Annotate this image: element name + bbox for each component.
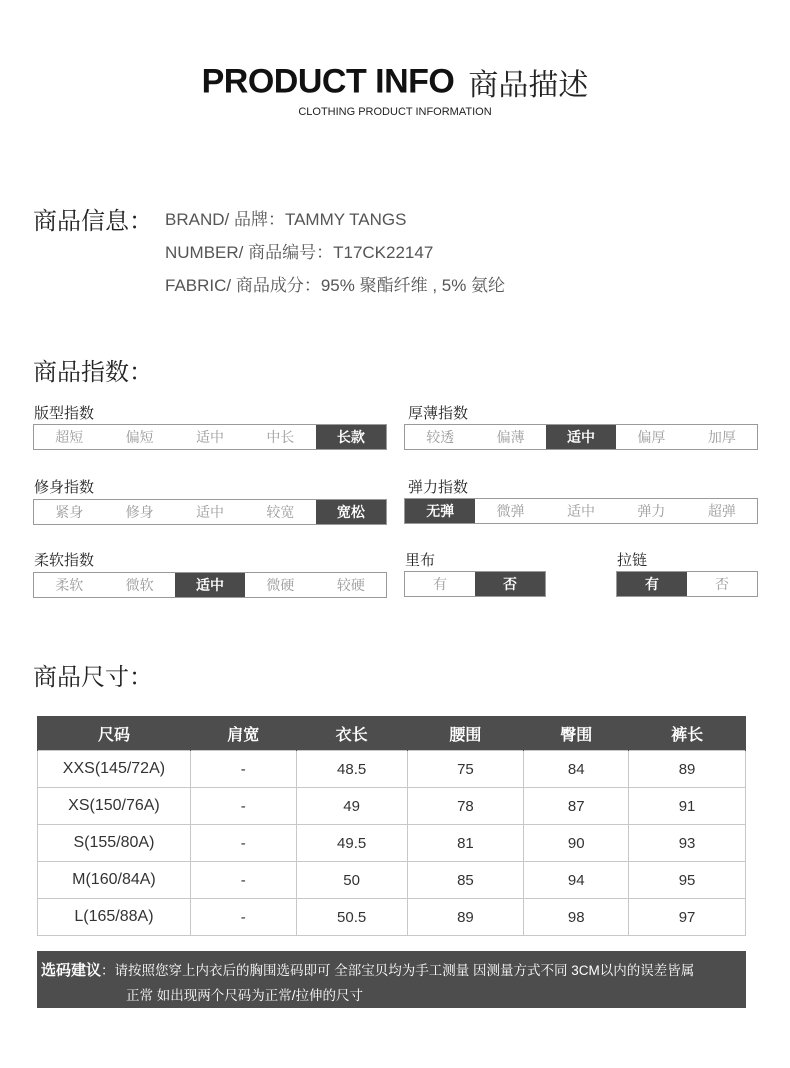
table-row [38,899,746,936]
index-scale-fit [33,424,387,450]
header-shoulder: 肩宽 [190,716,296,751]
index-label-thickness: 厚薄指数 [408,405,469,422]
cell-size: XS(150/76A) [38,788,191,825]
header-pants-length: 裤长 [629,716,746,751]
scale-option: 偏短 [125,429,154,445]
cell-length: 49 [296,788,407,825]
cell-hip: 84 [524,751,629,788]
scale-option: 较透 [426,429,455,445]
table-row [38,751,746,788]
header-waist: 腰围 [407,716,524,751]
cell-size: L(165/88A) [38,899,191,936]
cell-pants-length: 91 [629,788,746,825]
index-scale-lining [404,571,546,597]
cell-pants-length: 97 [629,899,746,936]
scale-option: 较宽 [266,504,295,520]
suggestion-label: 选码建议 [41,962,102,979]
info-section-title: 商品信息： [33,208,153,235]
cell-shoulder: - [190,751,296,788]
scale-option-selected: 无弹 [405,499,475,523]
table-row [38,825,746,862]
cell-pants-length: 89 [629,751,746,788]
table-row [38,862,746,899]
page-title [0,60,790,104]
scale-option: 否 [715,576,729,592]
cell-pants-length: 93 [629,825,746,862]
cell-waist: 89 [407,899,524,936]
cell-waist: 75 [407,751,524,788]
cell-shoulder: - [190,788,296,825]
scale-option-selected: 长款 [316,425,386,449]
size-table-header [38,716,746,751]
scale-option-selected: 适中 [175,573,245,597]
info-brand: BRAND/ 品牌：TAMMY TANGS [165,210,407,229]
scale-option-selected: 有 [617,572,687,596]
cell-size: XXS(145/72A) [38,751,191,788]
cell-shoulder: - [190,862,296,899]
cell-length: 50.5 [296,899,407,936]
info-fabric: FABRIC/ 商品成分：95% 聚酯纤维 , 5% 氨纶 [165,276,506,295]
scale-option: 微软 [125,577,154,593]
header-hip: 臀围 [524,716,629,751]
index-label-fit: 版型指数 [34,405,95,422]
scale-option: 柔软 [55,577,84,593]
title-en: PRODUCT INFO [201,62,455,101]
cell-hip: 87 [524,788,629,825]
scale-option: 有 [433,576,447,592]
size-table [37,716,746,936]
cell-length: 48.5 [296,751,407,788]
scale-option: 适中 [196,504,225,520]
size-section-title: 商品尺寸： [33,664,153,691]
cell-size: M(160/84A) [38,862,191,899]
scale-option: 紧身 [55,504,84,520]
cell-hip: 98 [524,899,629,936]
index-scale-softness [33,572,387,598]
scale-option: 微硬 [266,577,295,593]
scale-option: 超短 [55,429,84,445]
header-length: 衣长 [296,716,407,751]
index-label-slim: 修身指数 [34,479,95,496]
index-label-lining: 里布 [405,552,436,569]
index-scale-thickness [404,424,758,450]
cell-length: 50 [296,862,407,899]
scale-option: 适中 [567,503,596,519]
suggestion-text-2: 正常 如出现两个尺码为正常/拉伸的尺寸 [126,988,364,1003]
cell-waist: 78 [407,788,524,825]
scale-option: 弹力 [637,503,666,519]
page-subtitle: CLOTHING PRODUCT INFORMATION [298,106,492,118]
info-number: NUMBER/ 商品编号：T17CK22147 [165,243,434,262]
cell-hip: 94 [524,862,629,899]
scale-option: 偏薄 [496,429,525,445]
scale-option: 修身 [125,504,154,520]
suggestion-text-1: ：请按照您穿上内衣后的胸围选码即可 全部宝贝均为手工测量 因测量方式不同 3CM以内的误差皆属 [101,963,695,978]
scale-option-selected: 宽松 [316,500,386,524]
index-section-title: 商品指数： [33,359,153,386]
index-label-elasticity: 弹力指数 [408,479,469,496]
scale-option-selected: 适中 [546,425,616,449]
index-label-zipper: 拉链 [617,552,648,569]
scale-option: 偏厚 [637,429,666,445]
index-scale-slim [33,499,387,525]
header-size: 尺码 [38,716,191,751]
scale-option: 加厚 [707,429,736,445]
table-row [38,788,746,825]
index-scale-elasticity [404,498,758,524]
cell-pants-length: 95 [629,862,746,899]
scale-option: 中长 [266,429,295,445]
cell-hip: 90 [524,825,629,862]
size-suggestion [37,951,746,1008]
cell-size: S(155/80A) [38,825,191,862]
index-label-softness: 柔软指数 [34,552,95,569]
scale-option: 微弹 [496,503,525,519]
cell-waist: 85 [407,862,524,899]
suggestion-line-1 [41,958,742,983]
scale-option: 超弹 [707,503,736,519]
scale-option-selected: 否 [475,572,545,596]
scale-option: 较硬 [336,577,365,593]
title-cn: 商品描述 [468,69,589,102]
scale-option: 适中 [196,429,225,445]
cell-waist: 81 [407,825,524,862]
index-scale-zipper [616,571,758,597]
cell-length: 49.5 [296,825,407,862]
cell-shoulder: - [190,899,296,936]
cell-shoulder: - [190,825,296,862]
